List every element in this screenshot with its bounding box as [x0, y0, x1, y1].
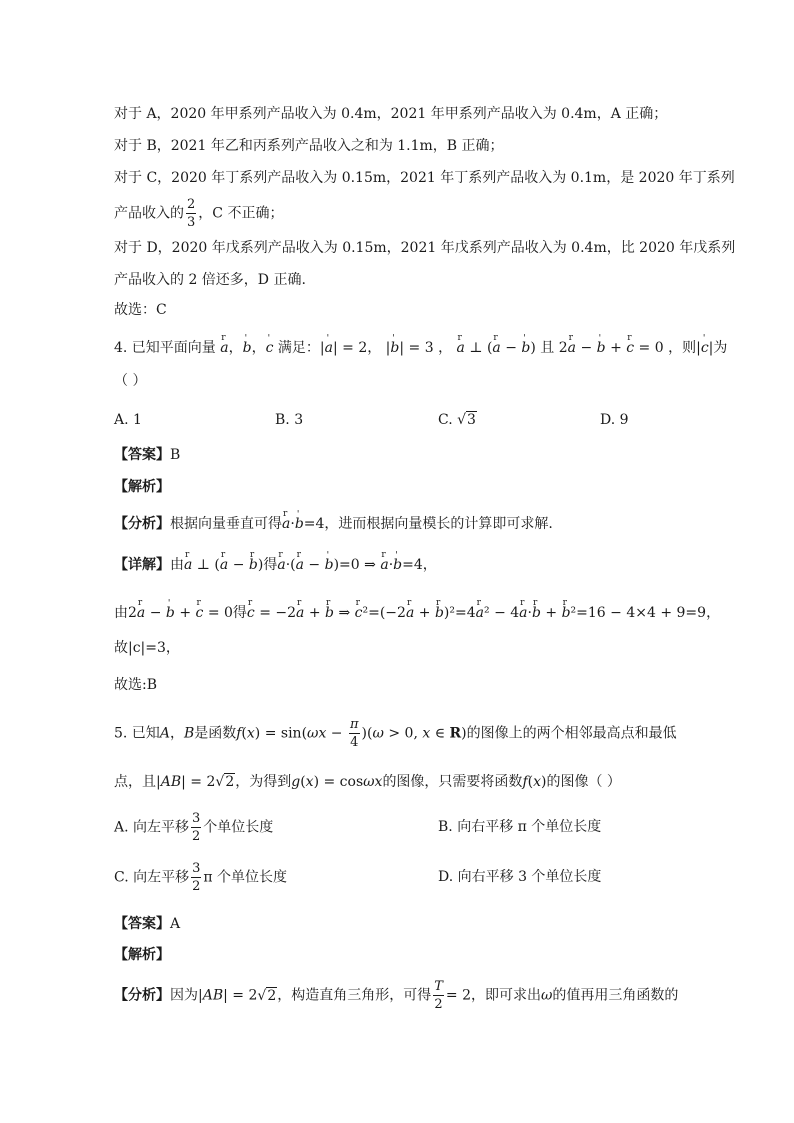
sqrt: √2: [257, 987, 277, 1004]
vector-a: r a: [476, 603, 484, 623]
text: 因为: [170, 987, 198, 1004]
q5-answer: [114, 914, 684, 934]
text: 的图像（ ）: [546, 774, 621, 790]
fraction-three-halves: [191, 862, 201, 893]
vector-c: r c: [626, 338, 634, 358]
q4-option-d: D. 9: [600, 412, 629, 428]
text: 由: [114, 605, 128, 621]
q5-fenxi: 【分析】因为|AB| = 2√2，构造直角三角形，可得 $\frac{T}{2}$ = 2，即可求出ω的值再用三角函数的: [114, 979, 679, 1012]
text: 由: [170, 557, 184, 573]
denominator: 2: [434, 997, 443, 1012]
vector-a: r a: [137, 603, 145, 623]
denominator: 2: [192, 879, 201, 894]
vector-a: r a: [380, 555, 388, 575]
text: 的图像上的两个相邻最高点和最低: [466, 725, 677, 742]
denominator: 3: [187, 215, 196, 230]
text: 根据向量垂直可得: [170, 516, 282, 532]
text: =0 ⇒: [339, 557, 376, 573]
vector-b: r b: [562, 603, 571, 623]
solution-line-a: 对于 A，2020 年甲系列产品收入为 0.4m，2021 年甲系列产品收入为 0.4m，A 正确；: [114, 106, 668, 122]
text: 为: [713, 340, 728, 356]
text: 5. 已知: [114, 725, 160, 742]
text: C.: [438, 412, 453, 428]
q5-option-d: D. 向右平移 3 个单位长度: [438, 869, 602, 885]
vector-b: ' b: [166, 603, 175, 623]
solution-line-d: 对于 D，2020 年戊系列产品收入为 0.15m，2021 年戊系列产品收入为 0.4m，比 2020 年戊系列: [114, 240, 736, 256]
q4-fenxi: 【分析】根据向量垂直可得r a·' b=4，进而根据向量模长的计算即可求解.: [114, 514, 684, 534]
vector-a: r a: [184, 555, 192, 575]
vector-a: r a: [296, 555, 304, 575]
vector-a: r a: [457, 338, 465, 358]
radicand: 2: [225, 774, 235, 790]
vector-b: ' b: [597, 338, 606, 358]
q4-option-b: B. 3: [275, 412, 304, 428]
vector-b: ' b: [393, 555, 402, 575]
vector-a: r a: [220, 338, 228, 358]
text: 个单位长度: [203, 819, 274, 836]
text: C. 向左平移: [114, 869, 190, 886]
text: 得: [263, 557, 278, 573]
text: 的图像，只需要将函数: [382, 774, 523, 790]
fraction-t-over-2: [433, 980, 444, 1011]
sqrt: √3: [457, 412, 476, 428]
q5-option-b: B. 向右平移 π 个单位长度: [438, 819, 602, 835]
text: 且: [540, 340, 555, 356]
solution-line-d-cont: 产品收入的 2 倍还多，D 正确.: [114, 272, 306, 288]
text: 产品收入的: [114, 205, 184, 222]
fraction-pi-over-4: [349, 718, 360, 749]
text: 的值再用三角函数的: [552, 987, 679, 1004]
vector-a: r a: [220, 555, 228, 575]
q5-stem-2: 点，且|AB| = 2√2，为得到g(x) = cosωx的图像，只需要将函数f(x)的图像（ ）: [114, 774, 621, 790]
q4-stem: 4. 已知平面向量 r a，' b，' c 满足：|' a| = 2， |' b| = 3 ， r a ⊥ (r a − ' b) 且 2r a − ' b + r c = 0 ，则|' c|为: [114, 338, 684, 358]
solution-choice: 故选：C: [114, 302, 167, 318]
answer-value: A: [170, 916, 181, 932]
radicand: 3: [467, 412, 476, 428]
answer-value: B: [170, 447, 181, 463]
vector-c: r c: [247, 603, 255, 623]
vector-b: ' b: [295, 514, 304, 534]
q4-detail-1: 【详解】由r a ⊥ (r a − r b)得r a·(r a − ' b)=0 ⇒ r a·' b=4，: [114, 555, 684, 575]
text: =4，进而根据向量模长的计算即可求解.: [303, 516, 553, 532]
vector-c: ' c: [266, 338, 274, 358]
text: =16 − 4×4 + 9=9，: [576, 605, 721, 621]
numerator: 3: [192, 861, 201, 876]
radicand: 2: [267, 987, 277, 1004]
text: 是函数: [194, 725, 237, 742]
numerator: 2: [187, 197, 196, 212]
text: 满足：: [277, 340, 320, 356]
q4-paren: （ ）: [114, 373, 147, 389]
vector-c: r c: [355, 603, 363, 623]
text: 得: [232, 605, 247, 621]
vector-c: ' c: [701, 338, 709, 358]
vector-b: r b: [325, 603, 334, 623]
text: ，则: [668, 340, 697, 356]
numerator: T: [434, 979, 443, 994]
text: ，构造直角三角形，可得: [277, 987, 432, 1004]
vector-b: r b: [249, 555, 258, 575]
solution-line-c: 对于 C，2020 年丁系列产品收入为 0.15m，2021 年丁系列产品收入为 0.1m，是 2020 年丁系列: [114, 170, 735, 186]
numerator: π: [350, 717, 359, 732]
solution-line-b: 对于 B，2021 年乙和丙系列产品收入之和为 1.1m，B 正确；: [114, 138, 504, 154]
vector-a: r a: [296, 603, 304, 623]
vector-b: r b: [532, 603, 541, 623]
vector-b: ' b: [243, 338, 252, 358]
q4-detail-2: 由2r a − ' b + r c = 0得r c = −2r a + r b ⇒ r c²=(−2r a + r b)²=4r a² − 4r a·r b + r b²=16 − 4×4 + 9=9，: [114, 603, 684, 623]
answer-tag: 【答案】: [114, 447, 170, 463]
fenxi-tag: 【分析】: [114, 516, 170, 532]
text: A. 向左平移: [114, 819, 190, 836]
text: = 2，即可求出: [445, 987, 541, 1004]
q4-choice: 故选:B: [114, 677, 158, 693]
sqrt: √2: [215, 774, 235, 790]
fenxi-tag: 【分析】: [114, 987, 170, 1004]
q4-option-c: [438, 410, 477, 430]
detail-tag: 【详解】: [114, 557, 170, 573]
vector-b: ' b: [325, 555, 334, 575]
vector-a: r a: [492, 338, 500, 358]
vector-c: r c: [196, 603, 204, 623]
vector-a: ' a: [325, 338, 333, 358]
numerator: 3: [192, 811, 201, 826]
text: ，C 不正确；: [198, 205, 284, 222]
vector-a: r a: [519, 603, 527, 623]
q4-option-a: A. 1: [114, 412, 142, 428]
q4-answer: [114, 445, 684, 465]
q5-option-c: [114, 862, 287, 893]
denominator: 2: [192, 829, 201, 844]
text: =4，: [402, 557, 437, 573]
vector-b: r b: [435, 603, 444, 623]
vector-b: ' b: [521, 338, 530, 358]
text: 4. 已知平面向量: [114, 340, 216, 356]
vector-a: r a: [568, 338, 576, 358]
solution-line-c-cont: [114, 198, 684, 229]
fraction-three-halves: [191, 812, 201, 843]
q4-analysis-tag: 【解析】: [114, 479, 170, 495]
text: 点，且: [114, 774, 156, 790]
answer-tag: 【答案】: [114, 916, 170, 932]
fraction-two-thirds: [186, 198, 196, 229]
q5-stem: 5. 已知A，B是函数f(x) = sin(ωx − $\frac{\pi}{4}$ )(ω > 0, x ∈ R)的图像上的两个相邻最高点和最低: [114, 717, 677, 750]
text: π 个单位长度: [203, 869, 288, 886]
q5-analysis-tag: 【解析】: [114, 947, 170, 963]
vector-a: r a: [282, 514, 290, 534]
vector-a: r a: [277, 555, 285, 575]
denominator: 4: [350, 735, 359, 750]
q4-detail-3: 故|c|=3，: [114, 640, 180, 656]
text: ，为得到: [235, 774, 292, 790]
vector-a: r a: [406, 603, 414, 623]
vector-b: ' b: [390, 338, 399, 358]
q5-option-a: [114, 812, 273, 843]
